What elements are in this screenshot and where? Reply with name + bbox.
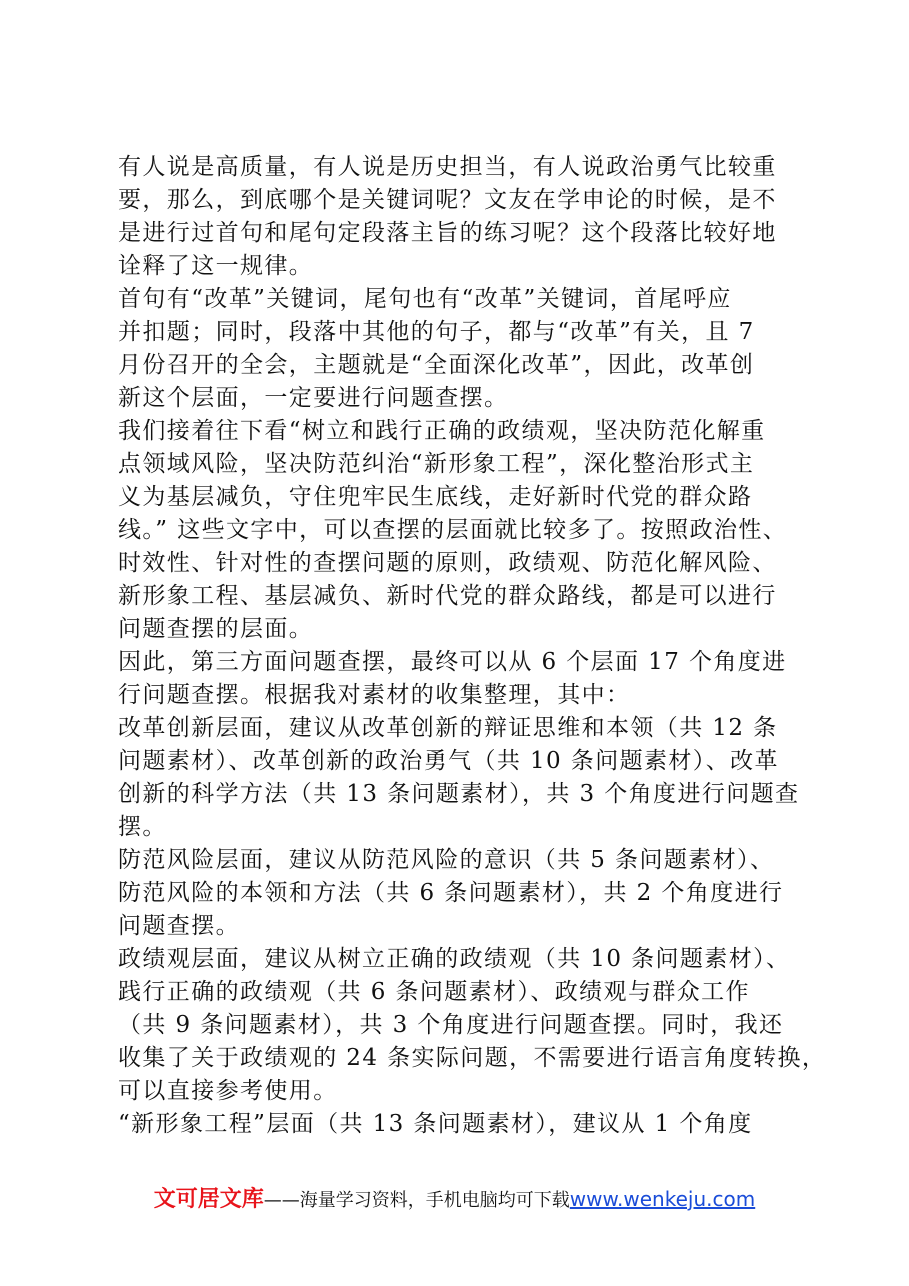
- text-line: 问题查摆。: [118, 913, 240, 939]
- text-line: 创新的科学方法（共 13 条问题素材），共 3 个角度进行问题查: [118, 781, 800, 807]
- text-line: 新这个层面，一定要进行问题查摆。: [118, 385, 509, 411]
- text-line: 月份召开的全会，主题就是“全面深化改革”，因此，改革创: [118, 352, 755, 378]
- text-line: 防范风险层面，建议从防范风险的意识（共 5 条问题素材）、: [118, 847, 775, 873]
- text-line: 新形象工程、基层减负、新时代党的群众路线，都是可以进行: [118, 583, 777, 609]
- text-line: 因此，第三方面问题查摆，最终可以从 6 个层面 17 个角度进: [118, 649, 787, 675]
- text-line: 行问题查摆。根据我对素材的收集整理，其中：: [118, 682, 631, 708]
- text-line: 政绩观层面，建议从树立正确的政绩观（共 10 条问题素材）、: [118, 946, 791, 972]
- text-line: 义为基层减负，守住兜牢民生底线，走好新时代党的群众路: [118, 484, 753, 510]
- document-body: [118, 151, 827, 1141]
- text-line: （共 9 条问题素材），共 3 个角度进行问题查摆。同时，我还: [118, 1012, 784, 1038]
- text-line: 时效性、针对性的查摆问题的原则，政绩观、防范化解风险、: [118, 550, 777, 576]
- text-line: 问题查摆的层面。: [118, 616, 314, 642]
- text-line: 可以直接参考使用。: [118, 1078, 338, 1104]
- text-line: 线。” 这些文字中，可以查摆的层面就比较多了。按照政治性、: [118, 517, 788, 543]
- text-line: 首句有“改革”关键词，尾句也有“改革”关键词，首尾呼应: [118, 286, 732, 312]
- text-line: 摆。: [118, 814, 167, 840]
- footer-url-link[interactable]: www.wenkeju.com: [569, 1187, 756, 1211]
- text-line: 是进行过首句和尾句定段落主旨的练习呢？这个段落比较好地: [118, 220, 777, 246]
- footer-brand: 文可居文库: [153, 1187, 264, 1212]
- text-line: 我们接着往下看“树立和践行正确的政绩观，坚决防范化解重: [118, 418, 766, 444]
- text-line: “新形象工程”层面（共 13 条问题素材），建议从 1 个角度: [118, 1111, 753, 1137]
- text-line: 有人说是高质量，有人说是历史担当，有人说政治勇气比较重: [118, 154, 777, 180]
- text-line: 改革创新层面，建议从改革创新的辩证思维和本领（共 12 条: [118, 715, 778, 741]
- text-line: 要，那么，到底哪个是关键词呢？文友在学申论的时候，是不: [118, 187, 777, 213]
- footer-tagline: ——海量学习资料，手机电脑均可下载: [263, 1190, 570, 1211]
- text-line: 点领域风险，坚决防范纠治“新形象工程”，深化整治形式主: [118, 451, 755, 477]
- text-line: 并扣题；同时，段落中其他的句子，都与“改革”有关，且 7: [118, 319, 755, 345]
- text-line: 防范风险的本领和方法（共 6 条问题素材），共 2 个角度进行: [118, 880, 784, 906]
- text-line: 问题素材）、改革创新的政治勇气（共 10 条问题素材）、改革: [118, 748, 779, 774]
- text-line: 诠释了这一规律。: [118, 253, 314, 279]
- footer-banner: [0, 1182, 909, 1213]
- text-line: 践行正确的政绩观（共 6 条问题素材）、政绩观与群众工作: [118, 979, 750, 1005]
- text-line: 收集了关于政绩观的 24 条实际问题，不需要进行语言角度转换，: [118, 1045, 827, 1071]
